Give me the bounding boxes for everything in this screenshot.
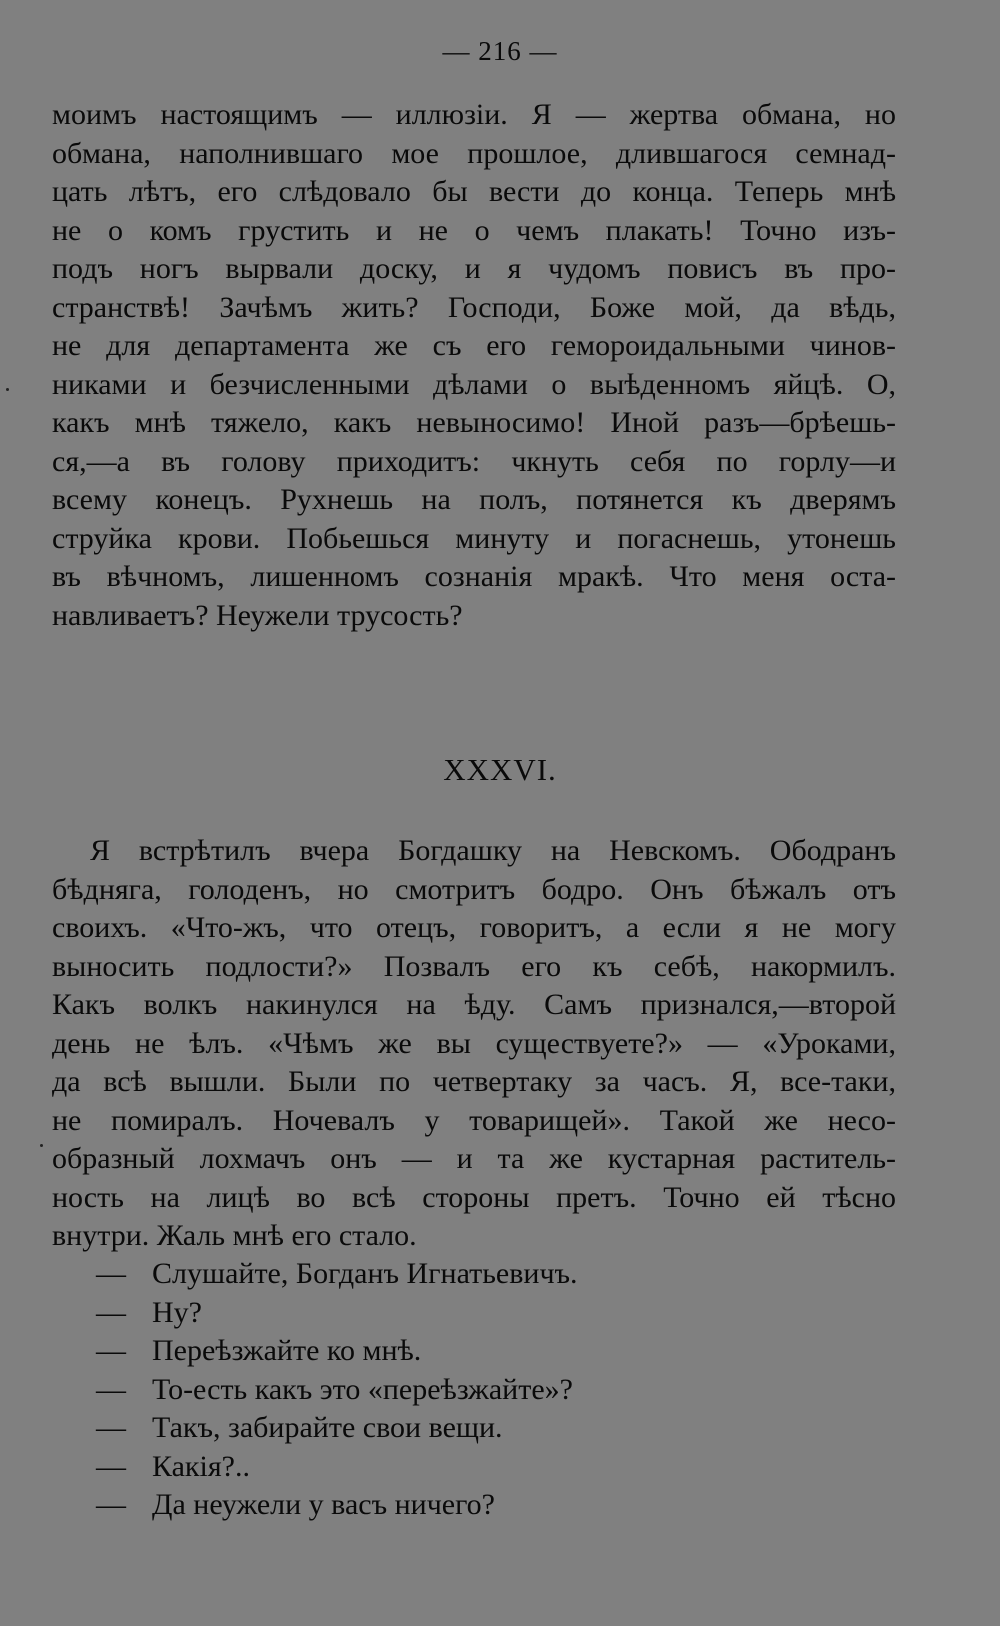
dialogue-line — [96, 1332, 578, 1371]
page-number: — 216 — — [442, 36, 558, 66]
margin-speck — [40, 1144, 43, 1147]
text-line: ся,—а въ голову приходитъ: чкнуть себя по горлу—и — [52, 444, 896, 478]
dialogue-text: Такъ, забирайте свои вещи. — [152, 1411, 503, 1444]
text-line: не о комъ грустить и не о чемъ плакать! Точно изъ- — [52, 213, 896, 247]
text-line: Я встрѣтилъ вчера Богдашку на Невскомъ. Ободранъ — [90, 834, 896, 867]
text-line: да всѣ вышли. Были по четвертаку за часъ. Я, все-таки, — [52, 1065, 896, 1098]
text-line: бѣдняга, голоденъ, но смотритъ бодро. Онъ бѣжалъ отъ — [52, 872, 896, 906]
text-line: подъ ногъ вырвали доску, и я чудомъ повисъ въ про- — [52, 252, 896, 285]
text-line: моимъ настоящимъ — иллюзіи. Я — жертва обмана, но — [52, 98, 896, 131]
dialogue-line — [96, 1255, 578, 1294]
dialogue-text: Какія?.. — [152, 1449, 250, 1483]
text-line: образный лохмачъ онъ — и та же кустарная раститель- — [52, 1142, 896, 1175]
text-line: всему конецъ. Рухнешь на полъ, потянется къ дверямъ — [52, 483, 896, 516]
paragraph-1 — [52, 96, 896, 635]
dialogue-dash: — — [96, 1372, 126, 1406]
dialogue-text: Ну? — [152, 1295, 202, 1329]
dialogue-dash: — — [96, 1295, 126, 1329]
dialogue-line — [96, 1371, 578, 1410]
text-line: струйка крови. Побьешься минуту и погаснешь, утонешь — [52, 521, 896, 555]
text-line: Какъ волкъ накинулся на ѣду. Самъ признался,—второй — [52, 988, 896, 1021]
dialogue-dash: — — [96, 1334, 126, 1367]
text-line: не для департамента же съ его гемороидальными чинов- — [52, 329, 896, 362]
text-line: обмана, наполнившаго мое прошлое, длившагося семнад- — [52, 136, 896, 170]
dialogue-line — [96, 1486, 578, 1525]
dialogue-line — [96, 1294, 578, 1333]
dialogue-line — [96, 1448, 578, 1487]
chapter-heading: XXXVI. — [443, 752, 557, 787]
text-line: внутри. Жаль мнѣ его стало. — [52, 1219, 417, 1252]
margin-speck — [6, 388, 9, 391]
text-line: выносить подлости?» Позвалъ его къ себѣ, накормилъ. — [52, 949, 896, 983]
text-line: своихъ. «Что-жъ, что отецъ, говоритъ, а если я не могу — [52, 911, 896, 944]
text-line: въ вѣчномъ, лишенномъ сознанія мракѣ. Что меня оста- — [52, 560, 896, 593]
dialogue-dash: — — [96, 1488, 126, 1521]
dialogue-text: Переѣзжайте ко мнѣ. — [152, 1334, 422, 1367]
dialogue-text: То-есть какъ это «переѣзжайте»? — [152, 1372, 573, 1406]
dialogue-dash: — — [96, 1411, 126, 1444]
text-line: ность на лицѣ во всѣ стороны претъ. Точно ей тѣсно — [52, 1180, 896, 1214]
dialogue-line — [96, 1409, 578, 1448]
dialogue-text: Слушайте, Богданъ Игнатьевичъ. — [152, 1257, 578, 1290]
dialogue-dash: — — [96, 1257, 126, 1290]
dialogue-text: Да неужели у васъ ничего? — [152, 1488, 495, 1521]
text-line: никами и безчисленными дѣлами о выѣденномъ яйцѣ. О, — [52, 367, 896, 401]
text-line: не помиралъ. Ночевалъ у товарищей». Такой же несо- — [52, 1103, 896, 1137]
text-line: навливаетъ? Неужели трусость? — [52, 598, 463, 632]
dialogue-dash: — — [96, 1449, 126, 1483]
text-line: день не ѣлъ. «Чѣмъ же вы существуете?» — «Уроками, — [52, 1026, 896, 1060]
paragraph-2 — [52, 832, 896, 1256]
dialogue-block — [96, 1255, 578, 1525]
text-line: странствѣ! Зачѣмъ жить? Господи, Боже мой, да вѣдь, — [52, 290, 896, 324]
text-line: цать лѣтъ, его слѣдовало бы вести до конца. Теперь мнѣ — [52, 175, 896, 208]
text-line: какъ мнѣ тяжело, какъ невыносимо! Иной разъ—брѣешь- — [52, 406, 896, 439]
